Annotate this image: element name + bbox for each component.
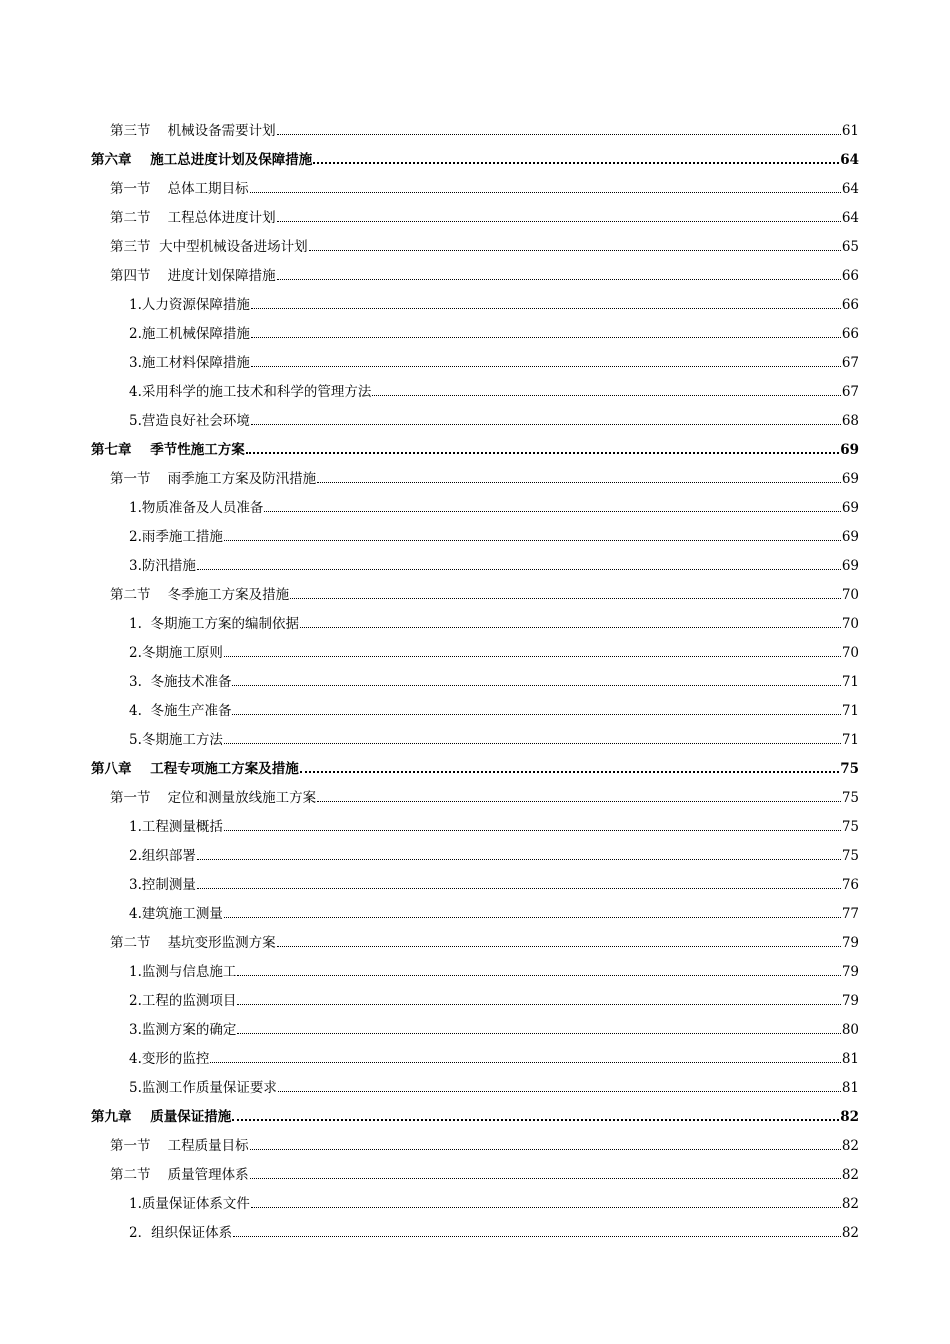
dot-leader	[251, 1207, 841, 1208]
dot-leader	[309, 250, 841, 251]
toc-item-row[interactable]	[0, 980, 950, 1009]
toc-page-number: 67	[841, 355, 859, 371]
toc-section-row[interactable]	[0, 1154, 950, 1183]
toc-entry-title: 2.工程的监测项目	[129, 993, 237, 1009]
toc-section-row[interactable]	[0, 922, 950, 951]
toc-section-row[interactable]	[0, 255, 950, 284]
toc-item-row[interactable]	[0, 661, 950, 690]
toc-section-row[interactable]	[0, 574, 950, 603]
toc-page-number: 82	[841, 1138, 859, 1154]
toc-section-row[interactable]	[0, 458, 950, 487]
toc-item-row[interactable]	[0, 835, 950, 864]
dot-leader	[264, 511, 840, 512]
toc-entry-title: 3.监测方案的确定	[129, 1022, 237, 1038]
dot-leader	[250, 1178, 841, 1179]
dot-leader	[317, 801, 841, 802]
dot-leader	[250, 1149, 841, 1150]
toc-page-number: 71	[841, 732, 859, 748]
dot-leader	[251, 337, 841, 338]
toc-entry-title: 3. 冬施技术准备	[129, 674, 232, 690]
dot-leader	[313, 162, 839, 164]
dot-leader	[224, 743, 841, 744]
dot-leader	[277, 946, 841, 947]
toc-page-number: 82	[841, 1167, 859, 1183]
dot-leader	[277, 279, 841, 280]
toc-page-number: 69	[841, 558, 859, 574]
toc-entry-title: 第七章 季节性施工方案	[91, 442, 245, 458]
toc-page-number: 71	[841, 674, 859, 690]
toc-page-number: 76	[841, 877, 859, 893]
toc-entry-title: 第一节 雨季施工方案及防汛措施	[110, 471, 317, 487]
dot-leader	[277, 221, 841, 222]
toc-item-row[interactable]	[0, 603, 950, 632]
dot-leader	[224, 656, 841, 657]
dot-leader	[224, 917, 841, 918]
toc-entry-title: 1.监测与信息施工	[129, 964, 237, 980]
dot-leader	[233, 1236, 841, 1237]
toc-section-row[interactable]	[0, 226, 950, 255]
dot-leader	[300, 627, 841, 628]
toc-entry-title: 3.施工材料保障措施	[129, 355, 250, 371]
dot-leader	[237, 1004, 840, 1005]
toc-entry-title: 第三节 大中型机械设备进场计划	[110, 239, 308, 255]
toc-item-row[interactable]	[0, 719, 950, 748]
dot-leader	[278, 1091, 841, 1092]
toc-page-number: 71	[841, 703, 859, 719]
toc-page-number: 75	[841, 848, 859, 864]
toc-page-number: 69	[841, 500, 859, 516]
toc-item-row[interactable]	[0, 284, 950, 313]
toc-entry-title: 3.防汛措施	[129, 558, 196, 574]
dot-leader	[224, 830, 841, 831]
toc-entry-title: 4.变形的监控	[129, 1051, 210, 1067]
toc-entry-title: 1.物质准备及人员准备	[129, 500, 264, 516]
toc-entry-title: 第四节 进度计划保障措施	[110, 268, 276, 284]
toc-entry-title: 5.监测工作质量保证要求	[129, 1080, 277, 1096]
toc-section-row[interactable]	[0, 197, 950, 226]
toc-entry-title: 1.工程测量概括	[129, 819, 223, 835]
toc-page-number: 81	[841, 1051, 859, 1067]
toc-item-row[interactable]	[0, 516, 950, 545]
toc-section-row[interactable]	[0, 168, 950, 197]
toc-page-number: 64	[840, 152, 859, 168]
dot-leader	[251, 366, 841, 367]
toc-page-number: 65	[841, 239, 859, 255]
toc-page-number: 66	[841, 326, 859, 342]
toc-page-number: 68	[841, 413, 859, 429]
toc-page-number: 79	[841, 935, 859, 951]
toc-section-row[interactable]	[0, 777, 950, 806]
toc-entry-title: 第二节 质量管理体系	[110, 1167, 249, 1183]
dot-leader	[372, 395, 840, 396]
toc-page-number: 82	[841, 1225, 859, 1241]
toc-page-number: 79	[841, 993, 859, 1009]
toc-item-row[interactable]	[0, 545, 950, 574]
toc-entry-title: 5.营造良好社会环境	[129, 413, 250, 429]
toc-page-number: 75	[841, 790, 859, 806]
dot-leader	[300, 771, 839, 773]
toc-item-row[interactable]	[0, 313, 950, 342]
toc-section-row[interactable]	[0, 1125, 950, 1154]
toc-chapter-row[interactable]	[0, 748, 950, 777]
toc-item-row[interactable]	[0, 632, 950, 661]
toc-entry-title: 第六章 施工总进度计划及保障措施	[91, 152, 313, 168]
toc-page-number: 70	[841, 616, 859, 632]
toc-entry-title: 1. 冬期施工方案的编制依据	[129, 616, 299, 632]
dot-leader	[197, 888, 841, 889]
toc-page-number: 81	[841, 1080, 859, 1096]
toc-item-row[interactable]	[0, 1212, 950, 1241]
toc-item-row[interactable]	[0, 864, 950, 893]
toc-entry-title: 第二节 工程总体进度计划	[110, 210, 276, 226]
toc-item-row[interactable]	[0, 690, 950, 719]
dot-leader	[251, 424, 841, 425]
dot-leader	[224, 540, 841, 541]
dot-leader	[317, 482, 841, 483]
toc-entry-title: 4. 冬施生产准备	[129, 703, 232, 719]
toc-entry-title: 第二节 冬季施工方案及措施	[110, 587, 290, 603]
toc-page-number: 75	[841, 819, 859, 835]
toc-entry-title: 2.雨季施工措施	[129, 529, 223, 545]
toc-page-number: 67	[841, 384, 859, 400]
toc-chapter-row[interactable]	[0, 1096, 950, 1125]
toc-page-number: 75	[840, 761, 859, 777]
toc-entry-title: 第九章 质量保证措施	[91, 1109, 232, 1125]
toc-page-number: 77	[841, 906, 859, 922]
dot-leader	[232, 685, 840, 686]
toc-entry-title: 5.冬期施工方法	[129, 732, 223, 748]
dot-leader	[197, 859, 841, 860]
toc-entry-title: 2．组织保证体系	[129, 1225, 233, 1241]
dot-leader	[210, 1062, 840, 1063]
toc-item-row[interactable]	[0, 342, 950, 371]
toc-entry-title: 1.人力资源保障措施	[129, 297, 250, 313]
toc-item-row[interactable]	[0, 1067, 950, 1096]
dot-leader	[232, 714, 840, 715]
toc-entry-title: 第三节 机械设备需要计划	[110, 123, 276, 139]
toc-page-number: 64	[841, 181, 859, 197]
toc-item-row[interactable]	[0, 951, 950, 980]
dot-leader	[290, 598, 841, 599]
toc-entry-title: 4.建筑施工测量	[129, 906, 223, 922]
toc-item-row[interactable]	[0, 487, 950, 516]
toc-item-row[interactable]	[0, 1009, 950, 1038]
toc-page-number: 69	[841, 529, 859, 545]
toc-item-row[interactable]	[0, 1183, 950, 1212]
toc-entry-title: 2.组织部署	[129, 848, 196, 864]
dot-leader	[232, 1119, 839, 1121]
toc-page-number: 82	[840, 1109, 859, 1125]
toc-page-number: 69	[840, 442, 859, 458]
toc-page-number: 70	[841, 587, 859, 603]
toc-page-number: 70	[841, 645, 859, 661]
toc-page-number: 66	[841, 297, 859, 313]
toc-page-number: 79	[841, 964, 859, 980]
toc-entry-title: 第一节 定位和测量放线施工方案	[110, 790, 317, 806]
dot-leader	[250, 192, 841, 193]
toc-item-row[interactable]	[0, 893, 950, 922]
toc-item-row[interactable]	[0, 371, 950, 400]
toc-section-row[interactable]	[0, 110, 950, 139]
toc-item-row[interactable]	[0, 1038, 950, 1067]
table-of-contents	[0, 110, 950, 1241]
toc-entry-title: 2.冬期施工原则	[129, 645, 223, 661]
toc-page-number: 82	[841, 1196, 859, 1212]
toc-chapter-row[interactable]	[0, 139, 950, 168]
toc-entry-title: 第八章 工程专项施工方案及措施	[91, 761, 299, 777]
toc-entry-title: 第一节 总体工期目标	[110, 181, 249, 197]
toc-item-row[interactable]	[0, 400, 950, 429]
toc-page-number: 66	[841, 268, 859, 284]
dot-leader	[197, 569, 841, 570]
toc-chapter-row[interactable]	[0, 429, 950, 458]
toc-entry-title: 2.施工机械保障措施	[129, 326, 250, 342]
toc-entry-title: 第一节 工程质量目标	[110, 1138, 249, 1154]
toc-entry-title: 1.质量保证体系文件	[129, 1196, 250, 1212]
toc-entry-title: 4.采用科学的施工技术和科学的管理方法	[129, 384, 372, 400]
toc-page-number: 64	[841, 210, 859, 226]
toc-item-row[interactable]	[0, 806, 950, 835]
dot-leader	[237, 1033, 840, 1034]
dot-leader	[237, 975, 840, 976]
dot-leader	[251, 308, 841, 309]
toc-page-number: 80	[841, 1022, 859, 1038]
toc-entry-title: 第二节 基坑变形监测方案	[110, 935, 276, 951]
dot-leader	[277, 134, 841, 135]
dot-leader	[246, 452, 839, 454]
toc-page-number: 69	[841, 471, 859, 487]
toc-entry-title: 3.控制测量	[129, 877, 196, 893]
toc-page-number: 61	[841, 123, 859, 139]
